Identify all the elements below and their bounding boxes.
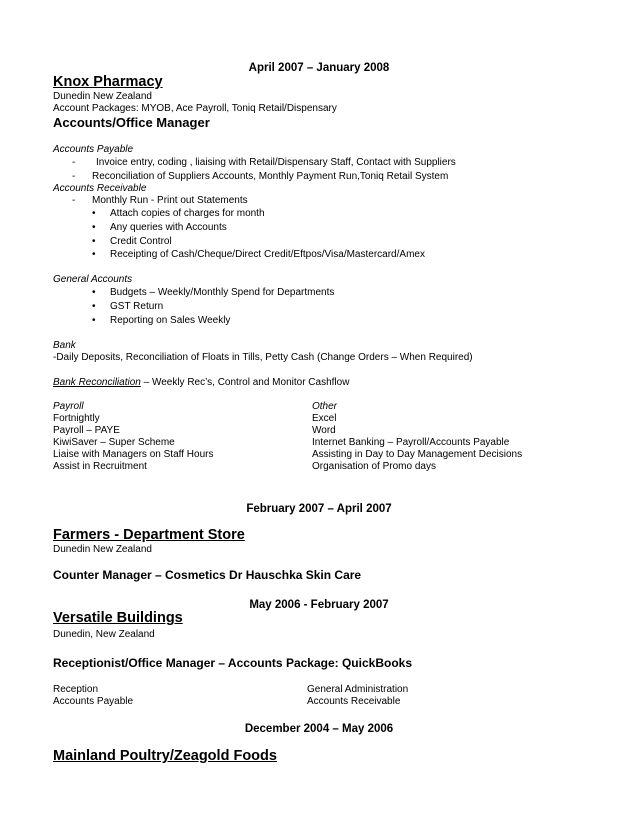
job3-right-item: Accounts Receivable xyxy=(307,696,401,707)
job3-dates: May 2006 - February 2007 xyxy=(249,599,389,611)
job3-left-item: Reception xyxy=(53,684,99,695)
other-item: Word xyxy=(312,425,336,436)
job2-location: Dunedin New Zealand xyxy=(53,544,152,555)
other-heading: Other xyxy=(312,401,338,412)
ar-bullet: Credit Control xyxy=(110,236,172,247)
ga-bullet: GST Return xyxy=(110,301,164,312)
payroll-item: Payroll – PAYE xyxy=(53,425,120,436)
ar-bullet: Any queries with Accounts xyxy=(110,222,227,233)
bullet-marker: • xyxy=(92,249,96,260)
dash-marker: - xyxy=(72,157,76,168)
payroll-item: Liaise with Managers on Staff Hours xyxy=(53,449,214,460)
dash-marker: - xyxy=(72,171,76,182)
ar-bullet: Receipting of Cash/Cheque/Direct Credit/Eftpos/Visa/Mastercard/Amex xyxy=(110,249,425,260)
ar-bullet: Attach copies of charges for month xyxy=(110,208,265,219)
job1-role: Accounts/Office Manager xyxy=(53,115,210,130)
job4-company: Mainland Poultry/Zeagold Foods xyxy=(53,748,277,764)
job3-left-item: Accounts Payable xyxy=(53,696,134,707)
job1-location: Dunedin New Zealand xyxy=(53,91,152,102)
ap-item: Invoice entry, coding , liaising with Retail/Dispensary Staff, Contact with Suppliers xyxy=(96,157,456,168)
bank-text: -Daily Deposits, Reconciliation of Floats in Tills, Petty Cash (Change Orders – When Required) xyxy=(53,352,473,363)
job3-location: Dunedin, New Zealand xyxy=(53,629,155,640)
job1-dates: April 2007 – January 2008 xyxy=(248,62,390,74)
bullet-marker: • xyxy=(92,315,96,326)
job1-company: Knox Pharmacy xyxy=(53,74,163,90)
payroll-item: Assist in Recruitment xyxy=(53,461,147,472)
other-item: Internet Banking – Payroll/Accounts Payable xyxy=(312,437,510,448)
bullet-marker: • xyxy=(92,301,96,312)
other-item: Excel xyxy=(312,413,337,424)
payroll-item: Fortnightly xyxy=(53,413,100,424)
other-item: Organisation of Promo days xyxy=(312,461,436,472)
ap-item: Reconciliation of Suppliers Accounts, Monthly Payment Run,Toniq Retail System xyxy=(92,171,449,182)
general-accounts-heading: General Accounts xyxy=(53,274,133,285)
dash-marker: - xyxy=(72,195,76,206)
job2-company: Farmers - Department Store xyxy=(53,527,245,543)
bank-reconciliation-line xyxy=(53,377,349,389)
job2-dates: February 2007 – April 2007 xyxy=(246,503,392,515)
job2-role: Counter Manager – Cosmetics Dr Hauschka Skin Care xyxy=(53,568,362,582)
bank-reconciliation-text: – Weekly Rec’s, Control and Monitor Cashflow xyxy=(140,377,350,388)
job3-company: Versatile Buildings xyxy=(53,610,183,626)
job1-packages: Account Packages: MYOB, Ace Payroll, Toniq Retail/Dispensary xyxy=(53,103,337,114)
accounts-receivable-heading: Accounts Receivable xyxy=(53,183,147,194)
ar-item: Monthly Run - Print out Statements xyxy=(92,195,248,206)
bullet-marker: • xyxy=(92,208,96,219)
bullet-marker: • xyxy=(92,222,96,233)
payroll-heading: Payroll xyxy=(53,401,84,412)
accounts-payable-heading: Accounts Payable xyxy=(53,144,134,155)
ga-bullet: Budgets – Weekly/Monthly Spend for Departments xyxy=(110,287,335,298)
bullet-marker: • xyxy=(92,287,96,298)
job3-right-item: General Administration xyxy=(307,684,409,695)
other-item: Assisting in Day to Day Management Decisions xyxy=(312,449,523,460)
payroll-item: KiwiSaver – Super Scheme xyxy=(53,437,175,448)
ga-bullet: Reporting on Sales Weekly xyxy=(110,315,231,326)
bullet-marker: • xyxy=(92,236,96,247)
bank-reconciliation-heading: Bank Reconciliation xyxy=(53,377,141,388)
job3-role: Receptionist/Office Manager – Accounts Package: QuickBooks xyxy=(53,656,412,670)
job4-dates: December 2004 – May 2006 xyxy=(244,723,394,735)
bank-heading: Bank xyxy=(53,340,76,351)
